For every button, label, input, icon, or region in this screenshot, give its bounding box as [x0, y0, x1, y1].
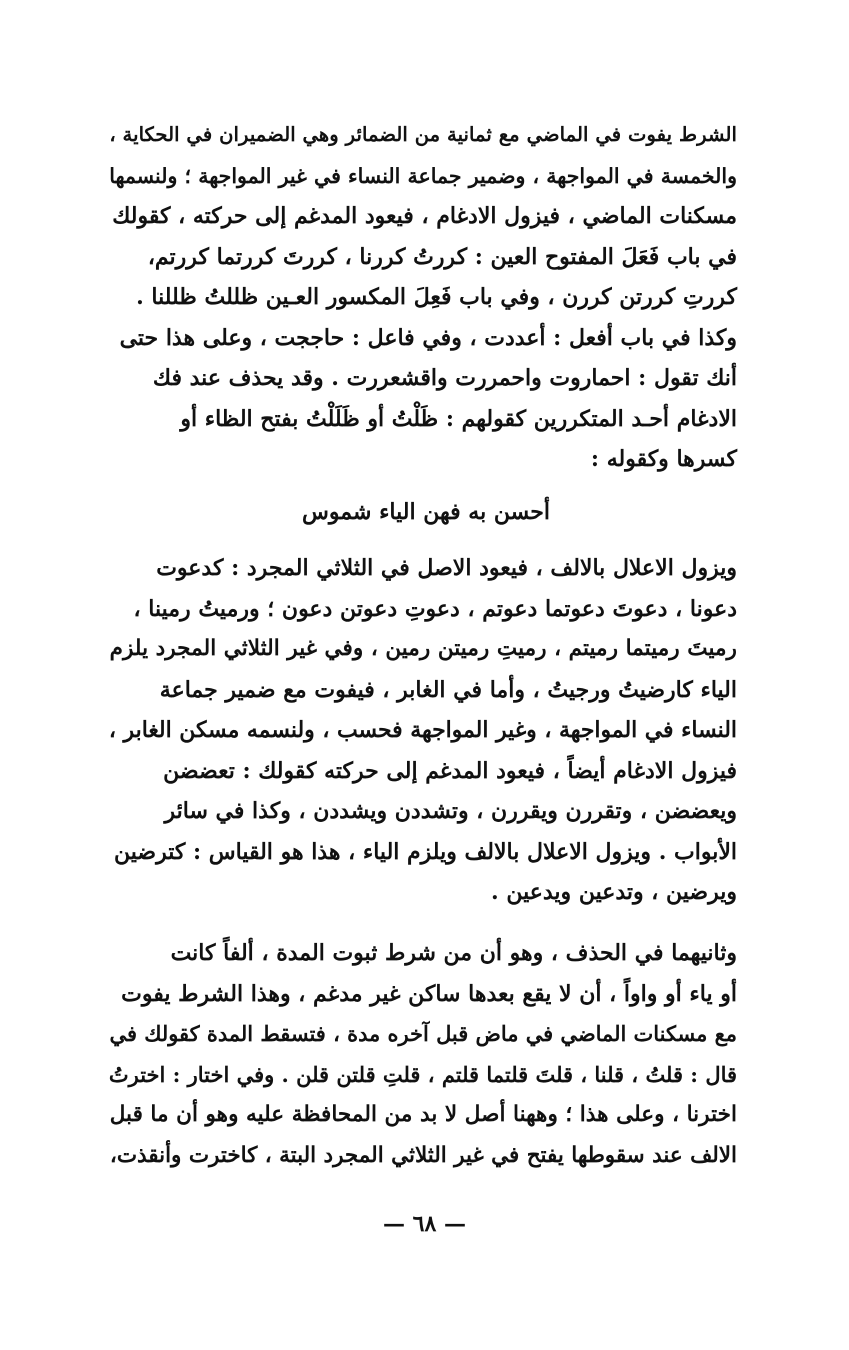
text-line: أو ياء أو واواً ، أن لا يقع بعدها ساكن غير مدغم ، وهذا الشرط يفوت	[121, 980, 737, 1007]
text-line: وكذا في باب أفعل : أعددت ، وفي فاعل : حاججت ، وعلى هذا حتى	[119, 324, 737, 351]
verse-quote: أحسن به فهن الياء شموس	[302, 499, 550, 525]
text-line: الالف عند سقوطها يفتح في غير الثلاثي المجرد البتة ، كاخترت وأنقذت،	[109, 1142, 737, 1168]
text-line: أنك تقول : احماروت واحمررت واقشعررت . وقد يحذف عند فك	[152, 365, 737, 391]
text-line: دعونا ، دعوتَ دعوتما دعوتم ، دعوتِ دعوتن دعون ؛ ورميتُ رمينا ،	[133, 595, 737, 622]
text-line: الادغام أحـد المتكررين كقولهم : ظَلْتُ أو ظَلَلْتُ بفتح الظاء أو	[180, 405, 737, 432]
paragraph-3	[109, 933, 737, 1176]
text-line: الياء كارضيتُ ورجيتُ ، وأما في الغابر ، فيفوت مع ضمير جماعة	[159, 676, 737, 703]
text-line: ويعضضن ، وتقررن ويقررن ، وتشددن ويشددن ، وكذا في سائر	[164, 798, 737, 824]
text-line: كسرها وكقوله :	[590, 446, 737, 472]
page-number: — ٦٨ —	[383, 1211, 466, 1237]
text-line: ويرضين ، وتدعين ويدعين .	[491, 879, 737, 905]
text-line: النساء في المواجهة ، وغير المواجهة فحسب ، ولنسمه مسكن الغابر ،	[108, 717, 737, 743]
text-line: الشرط يفوت في الماضي مع ثمانية من الضمائر وهي الضميران في الحكاية ،	[109, 123, 737, 146]
text-line: ويزول الاعلال بالالف ، فيعود الاصل في الثلاثي المجرد : كدعوت	[156, 555, 737, 581]
paragraph-2	[109, 548, 737, 913]
text-line: في باب فَعَلَ المفتوح العين : كررتُ كررنا ، كررتَ كررتما كررتم،	[147, 243, 737, 270]
text-line: مسكنات الماضي ، فيزول الادغام ، فيعود المدغم إلى حركته ، كقولك	[112, 203, 737, 229]
text-line: كررتِ كررتن كررن ، وفي باب فَعِلَ المكسور العـين ظللتُ ظللنا .	[136, 284, 737, 310]
text-line: الأبواب . ويزول الاعلال بالالف ويلزم الياء ، هذا هو القياس : كترضين	[114, 838, 737, 865]
text-line: وثانيهما في الحذف ، وهو أن من شرط ثبوت المدة ، ألفاً كانت	[170, 940, 737, 966]
text-line: قال : قلتُ ، قلنا ، قلتَ قلتما قلتم ، قلتِ قلتن قلن . وفي اختار : اخترتُ	[108, 1061, 737, 1087]
text-line: اخترنا ، وعلى هذا ؛ وههنا أصل لا بد من المحافظة عليه وهو أن ما قبل	[109, 1102, 737, 1127]
text-line: رميتَ رميتما رميتم ، رميتِ رميتن رمين ، وفي غير الثلاثي المجرد يلزم	[109, 636, 737, 661]
text-line: فيزول الادغام أيضاً ، فيعود المدغم إلى حركته كقولك : تعضضن	[163, 757, 737, 784]
paragraph-1	[109, 115, 737, 480]
text-line: مع مسكنات الماضي في ماض قبل آخره مدة ، فتسقط المدة كقولك في	[109, 1021, 737, 1046]
text-line: والخمسة في المواجهة ، وضمير جماعة النساء في غير المواجهة ؛ ولنسمها	[109, 163, 737, 188]
